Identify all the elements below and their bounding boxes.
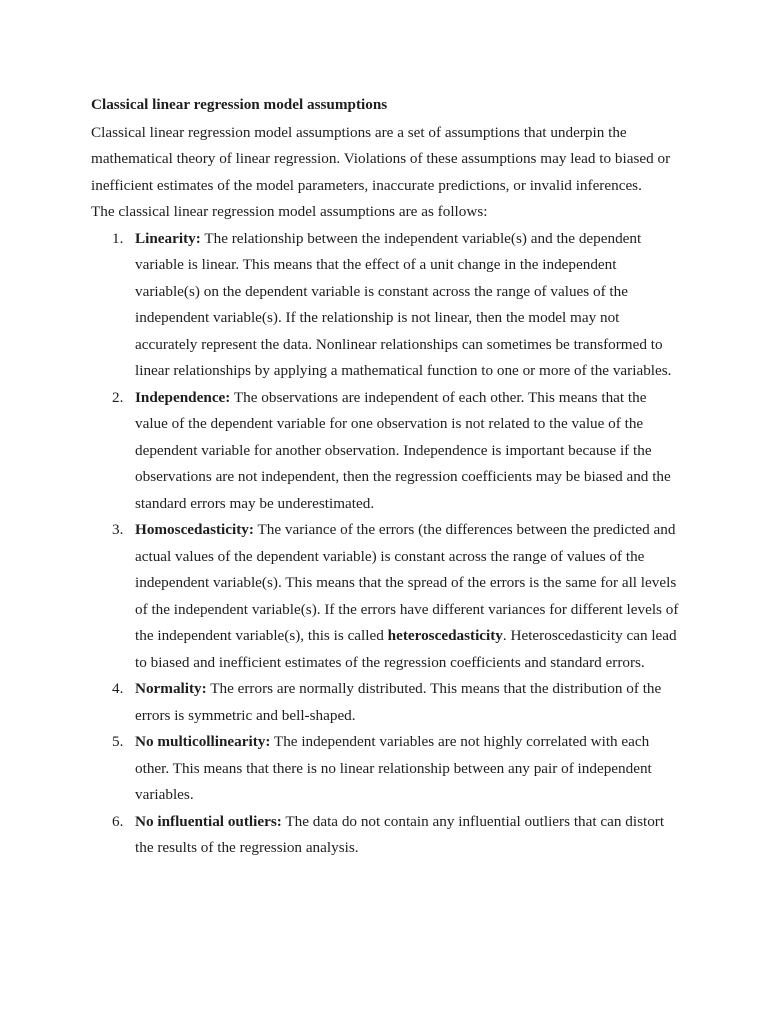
list-number: 3. [112, 521, 124, 538]
list-term: Normality: [135, 680, 207, 697]
lead-in-paragraph: The classical linear regression model assumptions are as follows: [91, 203, 488, 220]
list-number: 2. [112, 388, 124, 406]
list-term: Independence: [135, 388, 231, 406]
list-item-homoscedasticity [91, 517, 681, 676]
list-item-linearity [91, 226, 681, 385]
assumptions-list [91, 226, 681, 862]
list-text: The independent variables are not highly correlated with each other. This means that there is no linear relationship between any pair of independent variables. [135, 733, 652, 803]
list-number: 1. [112, 229, 124, 247]
list-item-no-multicollinearity [91, 729, 681, 809]
list-text: The errors are normally distributed. This means that the distribution of the errors is symmetric and bell-shaped. [135, 680, 662, 724]
list-text: The relationship between the independent variable(s) and the dependent variable is linear. This means that the effect of a unit change in the independent variable(s) on the dependent variable is constant across the range of values of the independent variable(s). If the relationship is not linear, then the model may not accurately represent the data. Nonlinear relationships can sometimes be transformed to linear relationships by applying a mathematical function to one or more of the variables. [135, 229, 672, 379]
list-number: 5. [112, 733, 124, 750]
list-emphasis: heteroscedasticity [387, 627, 503, 644]
list-term: No multicollinearity: [135, 733, 271, 750]
list-item-independence [91, 385, 681, 518]
list-term: No influential outliers: [135, 812, 282, 830]
list-item-normality [91, 676, 681, 729]
list-term: Linearity: [135, 229, 201, 247]
document-body [91, 92, 681, 862]
list-text: The observations are independent of each other. This means that the value of the dependent variable for one observation is not related to the value of the dependent variable for another observation. Independence is important because if the observations are not independent, then the regression coefficients may be biased and the standard errors may be underestimated. [135, 388, 671, 512]
document-title: Classical linear regression model assumptions [91, 96, 388, 113]
list-number: 4. [112, 680, 124, 697]
list-text-after: . Heteroscedasticity can lead to biased and inefficient estimates of the regression coefficients and standard errors. [135, 627, 677, 671]
list-item-no-influential-outliers [91, 809, 681, 862]
list-term: Homoscedasticity: [135, 521, 254, 538]
list-text: The variance of the errors (the differences between the predicted and actual values of the dependent variable) is constant across the range of values of the independent variable(s). This means that the spread of the errors is the same for all levels of the independent variable(s). If the errors have different variances for different levels of the independent variable(s), this is called [135, 521, 679, 644]
list-number: 6. [112, 812, 124, 830]
list-text: The data do not contain any influential outliers that can distort the results of the regression analysis. [135, 812, 665, 856]
intro-paragraph: Classical linear regression model assumptions are a set of assumptions that underpin the mathematical theory of linear regression. Violations of these assumptions may lead to biased or inefficient estimates of the model parameters, inaccurate predictions, or invalid inferences. [91, 123, 671, 194]
